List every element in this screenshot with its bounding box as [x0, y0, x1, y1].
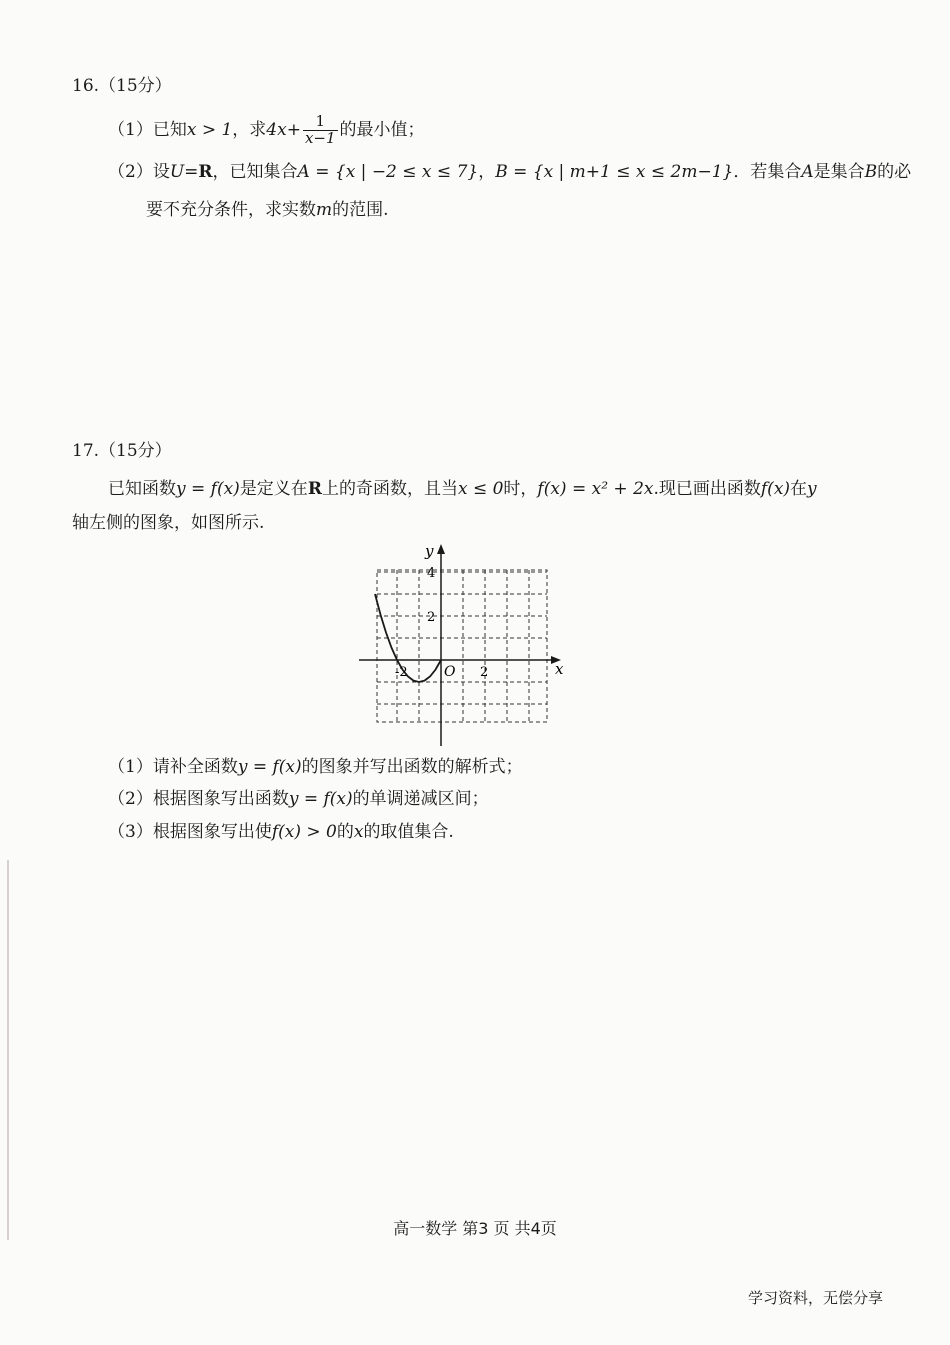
y-axis-arrow: [437, 544, 445, 554]
q16-p1-cond: x > 1: [186, 119, 233, 140]
q16-p2-text-e: 的必: [877, 162, 912, 182]
q16-p2-eq: =: [184, 162, 199, 182]
q16-p2-text-b: ，已知集合: [212, 162, 298, 182]
q17-sub2-a: （2）根据图象写出函数: [108, 789, 289, 809]
tick-label-x-neg2: -2: [395, 665, 408, 680]
q16-p2-setA: A = {x | −2 ≤ x ≤ 7}: [297, 162, 479, 182]
q17-intro-fx: f(x): [760, 479, 791, 499]
fraction-denominator: x−1: [304, 128, 336, 147]
y-axis-label: y: [425, 542, 434, 560]
q17-intro-R: R: [307, 479, 322, 499]
q17-sub2-fy: y = f(x): [288, 789, 353, 809]
q16-p2-setB: B = {x | m+1 ≤ x ≤ 2m−1}: [495, 162, 734, 182]
origin-label: O: [444, 664, 456, 680]
q16-part1: [108, 114, 425, 147]
q17-sub3: [108, 822, 454, 842]
q16-p1-fraction: [303, 114, 338, 147]
q16-p2-R: R: [198, 162, 213, 182]
q17-sub3-x: x: [353, 822, 364, 842]
q16-p1-mid: ，求: [232, 119, 267, 140]
q17-intro-f: 在: [790, 479, 808, 499]
q16-p1-expr: 4x+: [266, 119, 301, 140]
q17-intro-line2: 轴左侧的图象，如图所示.: [72, 513, 265, 533]
q17-sub2: [108, 789, 489, 809]
q17-sub3-c: 的取值集合.: [363, 822, 454, 842]
q17-intro-formula: f(x) = x² + 2x: [537, 479, 654, 499]
q17-sub1: [108, 757, 523, 777]
tick-label-x-2: 2: [480, 665, 489, 680]
q16-part2-line2: [146, 200, 389, 220]
scan-edge-line: [7, 860, 9, 1240]
q17-intro-a: 已知函数: [108, 479, 176, 499]
q17-sub1-fy: y = f(x): [237, 757, 302, 777]
q17-sub2-b: 的单调递减区间；: [352, 789, 489, 809]
page-footer: 高一数学 第3 页 共4页: [393, 1219, 557, 1238]
fraction-numerator: 1: [303, 114, 338, 131]
q16-p1-suffix: 的最小值；: [339, 119, 425, 140]
q16-p2-text-d: 是集合: [813, 162, 865, 182]
q17-sub3-b: 的: [336, 822, 354, 842]
graph-svg: [355, 540, 570, 750]
q17-sub1-b: 的图象并写出函数的解析式；: [301, 757, 523, 777]
graph-grid: [377, 570, 547, 722]
q17-intro-c: 上的奇函数，且当: [321, 479, 458, 499]
q16-p2-U: U: [169, 162, 185, 182]
q16-p2-line2-a: 要不充分条件，求实数: [146, 200, 316, 220]
q16-part2-line1: [108, 162, 911, 182]
q17-header: 17.（15分）: [72, 441, 172, 461]
function-graph: [355, 540, 570, 750]
q16-header: 16.（15分）: [72, 76, 172, 96]
q17-sub1-a: （1）请补全函数: [108, 757, 238, 777]
q17-intro-y: y: [807, 479, 817, 499]
q17-sub3-ineq: f(x) > 0: [271, 822, 337, 842]
q17-intro-b: 是定义在: [239, 479, 308, 499]
q17-intro-line1: [108, 479, 817, 499]
q16-p2-sep: ，: [478, 162, 496, 182]
q16-p2-text-c: ．若集合: [733, 162, 802, 182]
q17-sub3-a: （3）根据图象写出使: [108, 822, 272, 842]
q17-intro-d: 时，: [503, 479, 538, 499]
q16-p2-line2-b: 的范围.: [332, 200, 389, 220]
q16-p2-A: A: [801, 162, 814, 182]
q17-intro-e: .现已画出函数: [653, 479, 761, 499]
share-watermark: 学习资料，无偿分享: [748, 1289, 884, 1307]
grid-border: [377, 570, 547, 722]
q16-p2-text-a: （2）设: [108, 162, 170, 182]
tick-label-y-4: 4: [427, 566, 436, 581]
q17-intro-cond: x ≤ 0: [457, 479, 504, 499]
q16-p1-prefix: （1）已知: [108, 119, 187, 140]
tick-label-y-2: 2: [427, 610, 436, 625]
q16-p2-B: B: [864, 162, 878, 182]
q16-p2-m: m: [316, 200, 333, 220]
q17-intro-fy: y = f(x): [176, 479, 240, 499]
x-axis-label: x: [555, 660, 564, 678]
